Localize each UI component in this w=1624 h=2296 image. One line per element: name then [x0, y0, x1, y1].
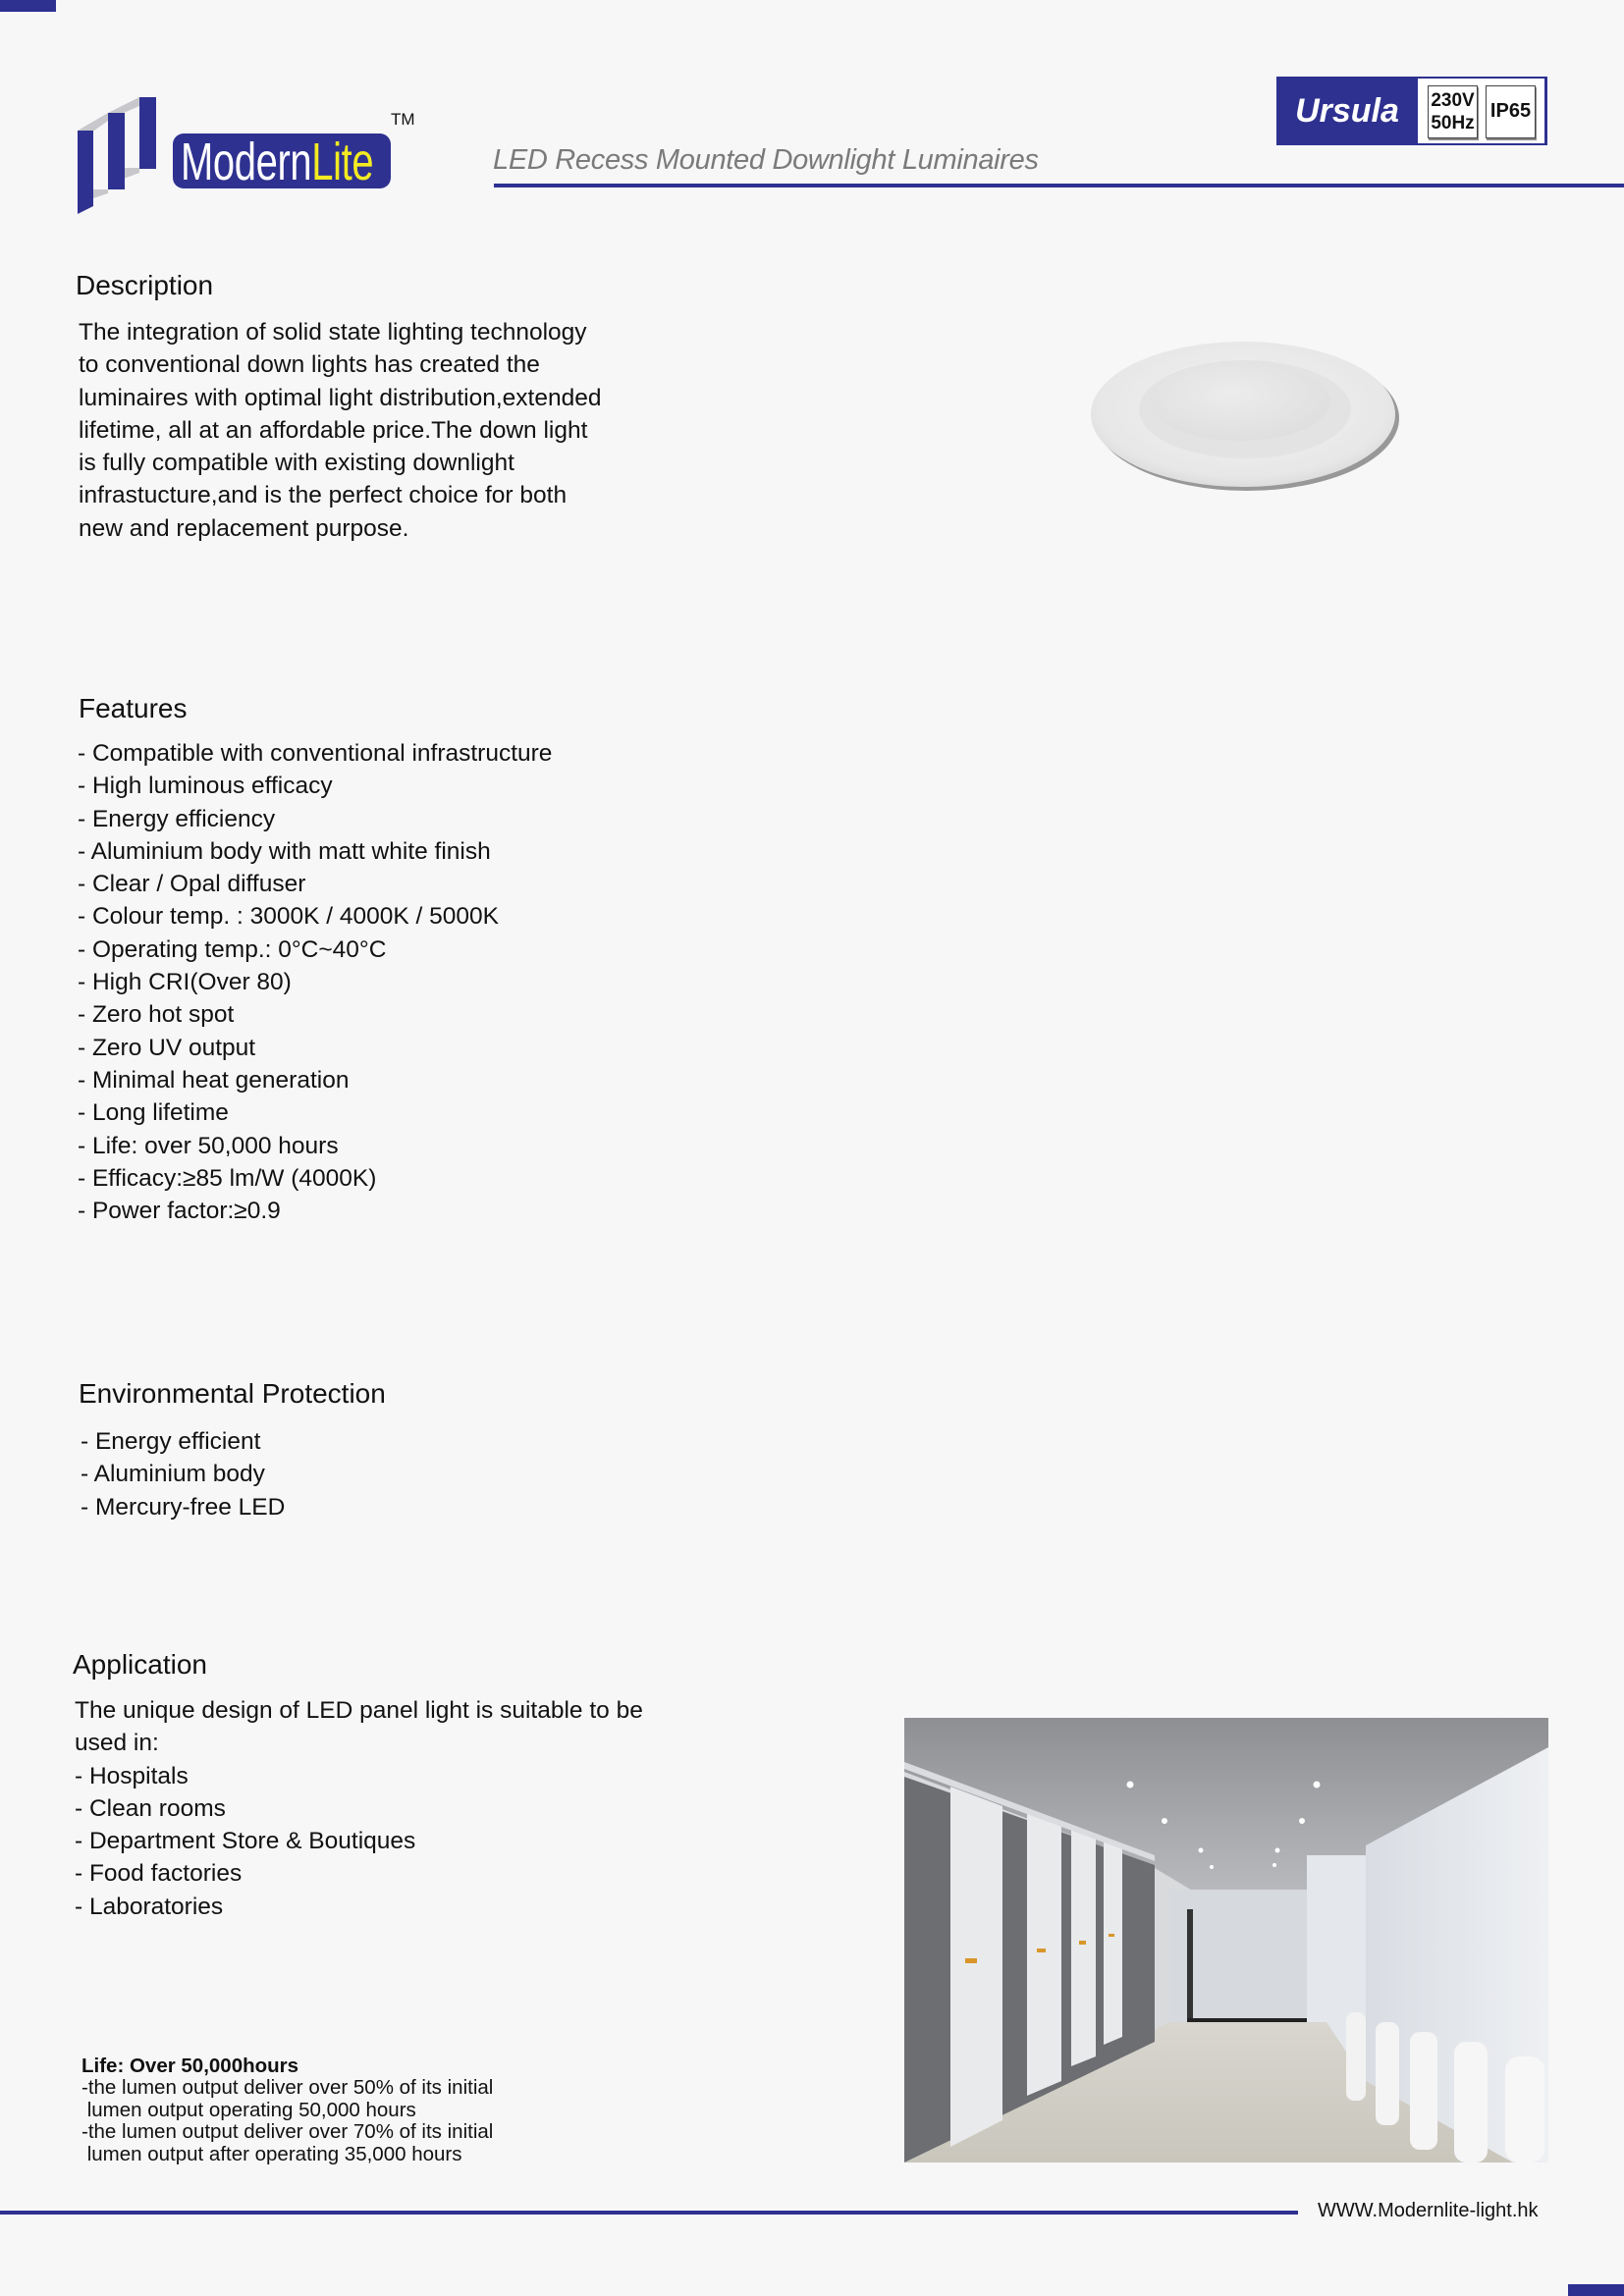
application-item: - Laboratories [75, 1893, 224, 1920]
feature-item: - Zero hot spot [78, 1001, 235, 1029]
feature-item: - Compatible with conventional infrastructure [78, 740, 553, 767]
logo-bars-icon [75, 94, 163, 218]
feature-item: - Minimal heat generation [78, 1066, 350, 1094]
description-line: infrastucture,and is the perfect choice for both [79, 482, 568, 509]
application-intro: The unique design of LED panel light is suitable to be [75, 1697, 643, 1724]
life-line: lumen output after operating 35,000 hours [81, 2142, 462, 2165]
life-line: lumen output operating 50,000 hours [81, 2098, 416, 2121]
website-link[interactable]: WWW.Modernlite-light.hk [1318, 2200, 1539, 2221]
application-item: - Department Store & Boutiques [75, 1828, 416, 1855]
environmental-item: - Aluminium body [81, 1461, 265, 1488]
life-line: -the lumen output deliver over 70% of its initial [81, 2120, 494, 2144]
feature-item: - Clear / Opal diffuser [78, 871, 306, 898]
feature-item: - Operating temp.: 0°C~40°C [78, 935, 387, 963]
voltage-spec-box [1428, 85, 1478, 138]
trademark-symbol: TM [391, 110, 415, 129]
description-line: The integration of solid state lighting technology [79, 319, 587, 346]
feature-item: - Power factor:≥0.9 [78, 1198, 281, 1225]
application-item: - Hospitals [75, 1762, 189, 1789]
description-heading: Description [76, 270, 214, 300]
feature-item: - Zero UV output [78, 1034, 256, 1061]
logo-wordmark [173, 133, 391, 188]
features-heading: Features [79, 693, 188, 723]
application-list [75, 1760, 415, 1923]
header-divider [494, 184, 1624, 187]
application-text [75, 1694, 643, 1760]
environmental-item: - Mercury-free LED [81, 1493, 286, 1521]
life-note [81, 2056, 493, 2165]
application-intro: used in: [75, 1730, 159, 1757]
life-value: Over 50,000hours [124, 2055, 299, 2077]
bottom-right-corner-accent [1568, 2284, 1624, 2296]
logo-lite-text: Lite [311, 133, 374, 188]
features-list [78, 737, 552, 1227]
description-line: new and replacement purpose. [79, 514, 409, 542]
ip-rating-box: IP65 [1486, 85, 1536, 138]
round-downlight-image [1088, 339, 1400, 494]
feature-item: - High CRI(Over 80) [78, 969, 292, 996]
description-line: luminaires with optimal light distribution,extended [79, 384, 602, 411]
feature-item: - Life: over 50,000 hours [78, 1132, 339, 1159]
top-left-corner-accent [0, 0, 56, 12]
application-item: - Food factories [75, 1860, 243, 1888]
product-name: Ursula [1295, 92, 1399, 130]
spec-panel [1418, 79, 1544, 143]
restroom-interior-photo [904, 1718, 1548, 2163]
feature-item: - Efficacy:≥85 lm/W (4000K) [78, 1164, 377, 1192]
environmental-heading: Environmental Protection [79, 1378, 386, 1409]
product-badge [1276, 77, 1547, 145]
feature-item: - Long lifetime [78, 1099, 229, 1127]
logo-modern-text: Modern [181, 133, 312, 188]
footer-divider [0, 2211, 1298, 2215]
application-heading: Application [73, 1649, 207, 1680]
feature-item: - Aluminium body with matt white finish [78, 837, 491, 865]
feature-item: - Colour temp. : 3000K / 4000K / 5000K [78, 903, 500, 931]
life-line: -the lumen output deliver over 50% of its initial [81, 2076, 494, 2100]
description-line: lifetime, all at an affordable price.The down light [79, 416, 588, 444]
document-title: LED Recess Mounted Downlight Luminaires [493, 144, 1039, 176]
environmental-item: - Energy efficient [81, 1428, 261, 1455]
description-line: to conventional down lights has created the [79, 351, 540, 379]
life-label: Life: [81, 2055, 125, 2077]
feature-item: - High luminous efficacy [78, 773, 333, 800]
description-line: is fully compatible with existing downlight [79, 450, 514, 477]
voltage-value: 230V [1431, 90, 1475, 111]
application-item: - Clean rooms [75, 1794, 226, 1822]
frequency-value: 50Hz [1431, 113, 1475, 133]
environmental-list [81, 1425, 285, 1523]
description-text [79, 316, 601, 545]
feature-item: - Energy efficiency [78, 805, 276, 832]
